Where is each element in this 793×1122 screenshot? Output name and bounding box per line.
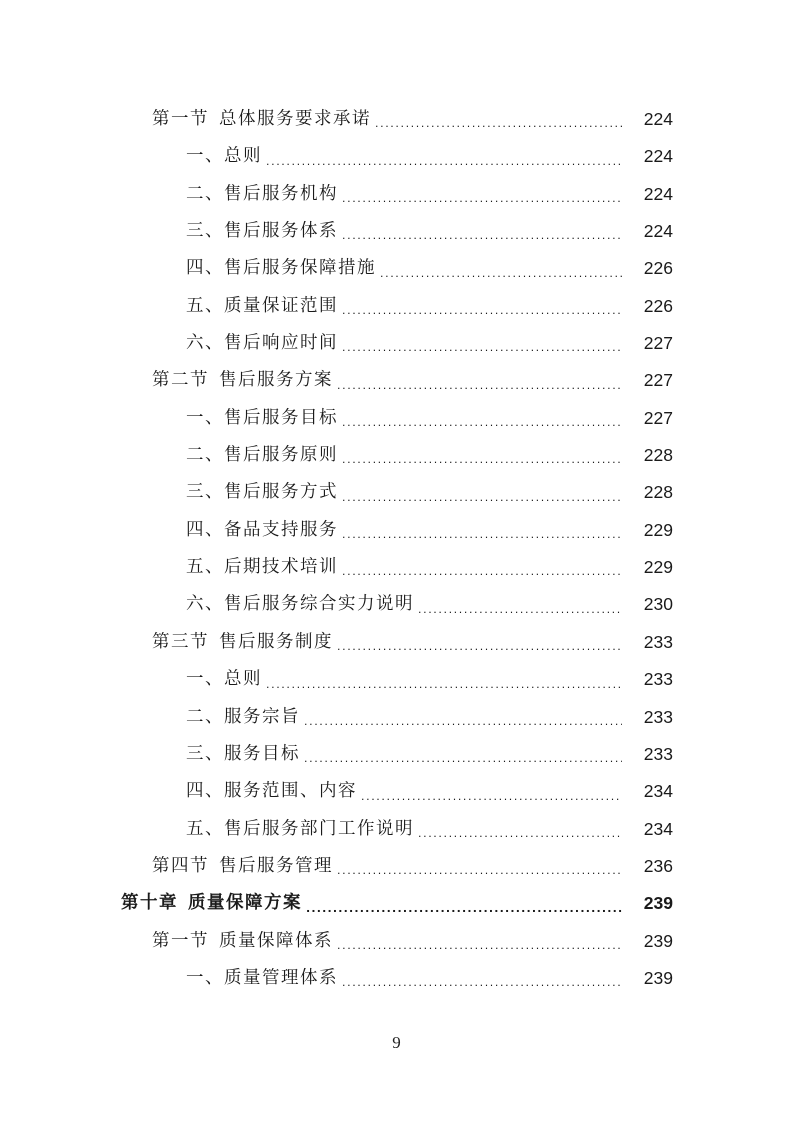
toc-page-number: 233 — [643, 706, 673, 727]
toc-entry-label — [186, 288, 338, 325]
dot-leader — [342, 512, 622, 549]
toc-page-number: 230 — [643, 594, 673, 615]
toc-subsection-entry[interactable] — [0, 325, 793, 362]
toc-subsection-entry[interactable] — [0, 586, 793, 623]
toc-entry-label — [186, 250, 376, 287]
toc-entry-prefix: 四、 — [186, 519, 224, 540]
toc-page-number: 236 — [643, 855, 673, 876]
toc-page-number: 228 — [643, 445, 673, 466]
toc-page-number: 233 — [643, 743, 673, 764]
dot-leader — [342, 437, 622, 474]
toc-entry-title: 售后服务保障措施 — [224, 258, 376, 279]
toc-page-number: 229 — [643, 519, 673, 540]
toc-entry-title: 服务目标 — [224, 743, 300, 764]
toc-page-number: 224 — [643, 221, 673, 242]
dot-leader — [342, 176, 622, 213]
toc-page-number: 227 — [643, 333, 673, 354]
toc-entry-title: 售后服务管理 — [219, 855, 333, 876]
toc-entry-title: 售后服务综合实力说明 — [224, 594, 414, 615]
dot-leader — [380, 250, 622, 287]
dot-leader — [342, 960, 622, 997]
toc-entry-title: 售后服务方式 — [224, 482, 338, 503]
toc-entry-label — [186, 138, 262, 175]
dot-leader — [342, 400, 622, 437]
table-of-contents — [0, 101, 793, 997]
toc-entry-label — [152, 848, 333, 885]
toc-section-entry[interactable] — [0, 848, 793, 885]
toc-entry-title: 总则 — [224, 146, 262, 167]
toc-subsection-entry[interactable] — [0, 736, 793, 773]
toc-entry-label — [186, 325, 338, 362]
toc-entry-prefix: 二、 — [186, 706, 224, 727]
toc-entry-label — [152, 101, 371, 138]
toc-page-number: 224 — [643, 183, 673, 204]
toc-page-number: 233 — [643, 631, 673, 652]
toc-entry-title: 售后服务部门工作说明 — [224, 818, 414, 839]
toc-subsection-entry[interactable] — [0, 661, 793, 698]
toc-entry-prefix: 第十章 — [121, 893, 178, 914]
toc-entry-prefix: 五、 — [186, 818, 224, 839]
toc-entry-prefix: 四、 — [186, 781, 224, 802]
dot-leader — [304, 699, 622, 736]
toc-entry-prefix: 一、 — [186, 146, 224, 167]
toc-entry-label — [121, 885, 302, 922]
toc-entry-label — [152, 624, 333, 661]
toc-page-number: 226 — [643, 258, 673, 279]
toc-page-number: 228 — [643, 482, 673, 503]
toc-entry-label — [186, 586, 414, 623]
toc-entry-label — [186, 736, 300, 773]
dot-leader — [418, 586, 622, 623]
dot-leader — [342, 213, 622, 250]
dot-leader — [306, 885, 622, 922]
toc-page-number: 229 — [643, 557, 673, 578]
toc-entry-label — [186, 512, 338, 549]
toc-subsection-entry[interactable] — [0, 288, 793, 325]
dot-leader — [361, 773, 622, 810]
toc-subsection-entry[interactable] — [0, 176, 793, 213]
toc-entry-title: 售后服务原则 — [224, 445, 338, 466]
toc-entry-label — [186, 661, 262, 698]
toc-entry-label — [186, 437, 338, 474]
toc-entry-prefix: 五、 — [186, 295, 224, 316]
toc-entry-title: 质量管理体系 — [224, 967, 338, 988]
toc-subsection-entry[interactable] — [0, 773, 793, 810]
toc-entry-label — [186, 549, 338, 586]
toc-subsection-entry[interactable] — [0, 213, 793, 250]
toc-section-entry[interactable] — [0, 101, 793, 138]
toc-entry-prefix: 第二节 — [152, 370, 209, 391]
toc-entry-label — [186, 699, 300, 736]
toc-entry-label — [186, 474, 338, 511]
toc-page-number: 227 — [643, 407, 673, 428]
toc-entry-prefix: 六、 — [186, 594, 224, 615]
toc-entry-label — [186, 960, 338, 997]
toc-subsection-entry[interactable] — [0, 138, 793, 175]
toc-entry-prefix: 五、 — [186, 557, 224, 578]
dot-leader — [266, 661, 622, 698]
toc-subsection-entry[interactable] — [0, 960, 793, 997]
dot-leader — [337, 362, 622, 399]
dot-leader — [304, 736, 622, 773]
toc-entry-prefix: 二、 — [186, 445, 224, 466]
toc-entry-label — [186, 176, 338, 213]
toc-entry-label — [186, 213, 338, 250]
toc-subsection-entry[interactable] — [0, 512, 793, 549]
toc-entry-prefix: 三、 — [186, 482, 224, 503]
toc-entry-prefix: 三、 — [186, 221, 224, 242]
toc-chapter-entry[interactable] — [0, 885, 793, 922]
toc-section-entry[interactable] — [0, 923, 793, 960]
toc-entry-title: 质量保障方案 — [188, 893, 302, 914]
toc-entry-prefix: 第一节 — [152, 109, 209, 129]
toc-subsection-entry[interactable] — [0, 250, 793, 287]
toc-entry-prefix: 四、 — [186, 258, 224, 279]
toc-entry-title: 后期技术培训 — [224, 557, 338, 578]
toc-subsection-entry[interactable] — [0, 699, 793, 736]
toc-page-number: 224 — [643, 146, 673, 167]
toc-entry-prefix: 一、 — [186, 407, 224, 428]
dot-leader — [375, 101, 622, 138]
dot-leader — [337, 624, 622, 661]
toc-entry-title: 售后服务制度 — [219, 631, 333, 652]
dot-leader — [342, 474, 622, 511]
dot-leader — [418, 811, 622, 848]
toc-entry-label — [186, 773, 357, 810]
toc-entry-title: 备品支持服务 — [224, 519, 338, 540]
toc-subsection-entry[interactable] — [0, 549, 793, 586]
toc-entry-title: 质量保障体系 — [219, 930, 333, 951]
toc-entry-prefix: 第四节 — [152, 855, 209, 876]
toc-entry-title: 售后响应时间 — [224, 333, 338, 354]
dot-leader — [266, 138, 622, 175]
toc-entry-title: 总体服务要求承诺 — [219, 109, 371, 129]
toc-subsection-entry[interactable] — [0, 437, 793, 474]
toc-page-number: 226 — [643, 295, 673, 316]
toc-entry-label — [186, 811, 414, 848]
toc-entry-title: 售后服务体系 — [224, 221, 338, 242]
toc-subsection-entry[interactable] — [0, 811, 793, 848]
dot-leader — [337, 923, 622, 960]
toc-entry-prefix: 六、 — [186, 333, 224, 354]
toc-page-number: 239 — [643, 967, 673, 988]
toc-page-number: 234 — [643, 781, 673, 802]
toc-entry-prefix: 一、 — [186, 669, 224, 690]
toc-page-number: 239 — [643, 930, 673, 951]
toc-entry-prefix: 三、 — [186, 743, 224, 764]
toc-entry-label — [152, 923, 333, 960]
toc-entry-title: 服务范围、内容 — [224, 781, 357, 802]
toc-page-number: 227 — [643, 370, 673, 391]
toc-subsection-entry[interactable] — [0, 400, 793, 437]
dot-leader — [342, 549, 622, 586]
toc-page-number: 224 — [643, 109, 673, 129]
toc-subsection-entry[interactable] — [0, 474, 793, 511]
toc-entry-title: 质量保证范围 — [224, 295, 338, 316]
toc-entry-prefix: 第一节 — [152, 930, 209, 951]
toc-page-number: 233 — [643, 669, 673, 690]
toc-entry-label — [152, 362, 333, 399]
toc-entry-title: 售后服务机构 — [224, 183, 338, 204]
dot-leader — [342, 325, 622, 362]
dot-leader — [337, 848, 622, 885]
toc-entry-title: 服务宗旨 — [224, 706, 300, 727]
toc-entry-prefix: 二、 — [186, 183, 224, 204]
toc-entry-title: 总则 — [224, 669, 262, 690]
toc-section-entry[interactable] — [0, 362, 793, 399]
toc-entry-title: 售后服务方案 — [219, 370, 333, 391]
toc-entry-prefix: 第三节 — [152, 631, 209, 652]
toc-entry-title: 售后服务目标 — [224, 407, 338, 428]
toc-page-number: 234 — [643, 818, 673, 839]
toc-section-entry[interactable] — [0, 624, 793, 661]
toc-entry-prefix: 一、 — [186, 967, 224, 988]
dot-leader — [342, 288, 622, 325]
toc-page-number: 239 — [643, 893, 673, 914]
toc-entry-label — [186, 400, 338, 437]
page-number: 9 — [392, 1033, 401, 1052]
